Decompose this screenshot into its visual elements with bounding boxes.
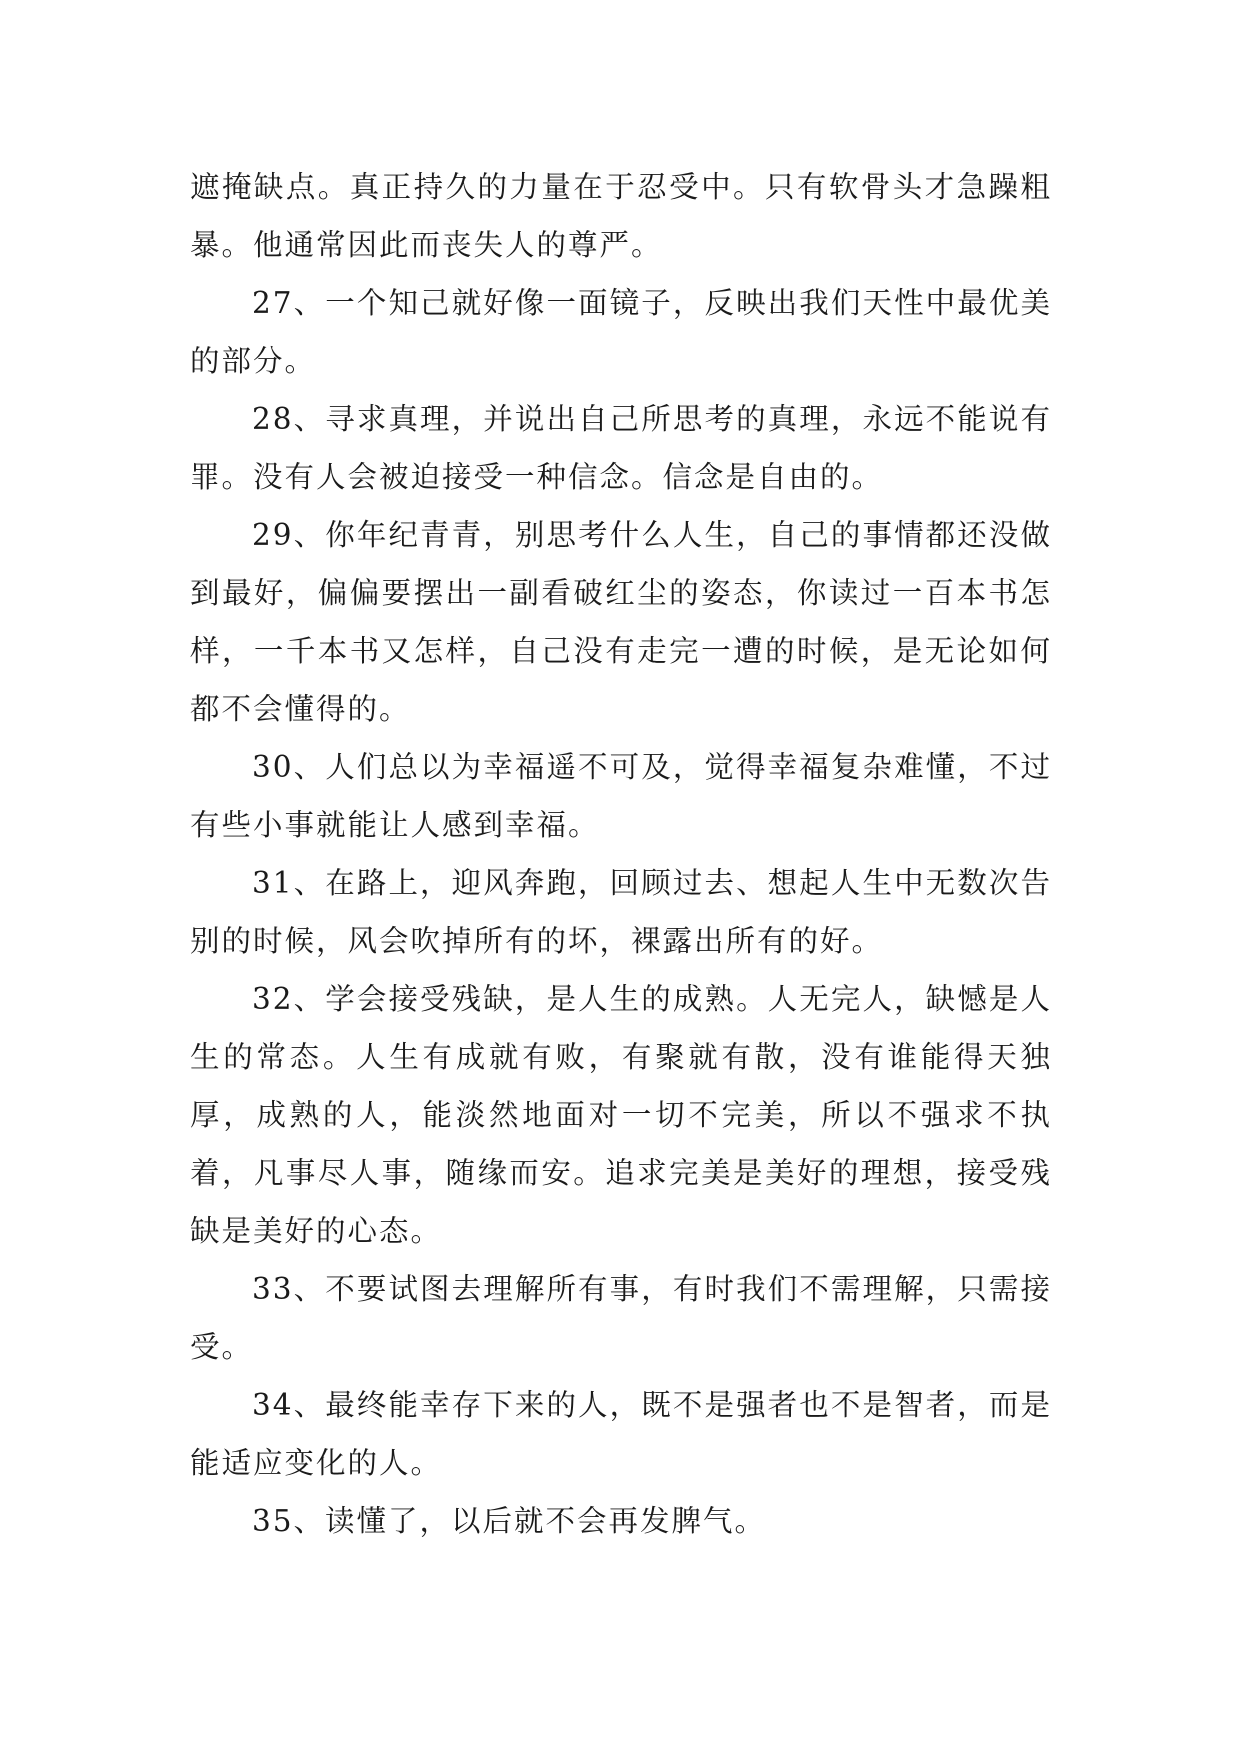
paragraph-33: 33、不要试图去理解所有事，有时我们不需理解，只需接受。	[190, 1272, 1052, 1364]
paragraph-32: 32、学会接受残缺，是人生的成熟。人无完人，缺憾是人生的常态。人生有成就有败，有聚就有散，没有谁能得天独厚，成熟的人，能淡然地面对一切不完美，所以不强求不执着，凡事尽人事，随缘而安。追求完美是美好的理想，接受残缺是美好的心态。	[190, 982, 1052, 1248]
paragraph-27: 27、一个知己就好像一面镜子，反映出我们天性中最优美的部分。	[190, 286, 1052, 378]
paragraph-continued: 遮掩缺点。真正持久的力量在于忍受中。只有软骨头才急躁粗暴。他通常因此而丧失人的尊严。	[190, 170, 1052, 262]
document-page	[190, 158, 1052, 1550]
paragraph-30: 30、人们总以为幸福遥不可及，觉得幸福复杂难懂，不过有些小事就能让人感到幸福。	[190, 750, 1052, 842]
paragraph-31: 31、在路上，迎风奔跑，回顾过去、想起人生中无数次告别的时候，风会吹掉所有的坏，裸露出所有的好。	[190, 866, 1052, 958]
paragraph-35: 35、读懂了，以后就不会再发脾气。	[252, 1504, 767, 1538]
paragraph-29: 29、你年纪青青，别思考什么人生，自己的事情都还没做到最好，偏偏要摆出一副看破红尘的姿态，你读过一百本书怎样，一千本书又怎样，自己没有走完一遭的时候，是无论如何都不会懂得的。	[190, 518, 1052, 726]
paragraph-34: 34、最终能幸存下来的人，既不是强者也不是智者，而是能适应变化的人。	[190, 1388, 1052, 1480]
paragraph-28: 28、寻求真理，并说出自己所思考的真理，永远不能说有罪。没有人会被迫接受一种信念。信念是自由的。	[190, 402, 1052, 494]
